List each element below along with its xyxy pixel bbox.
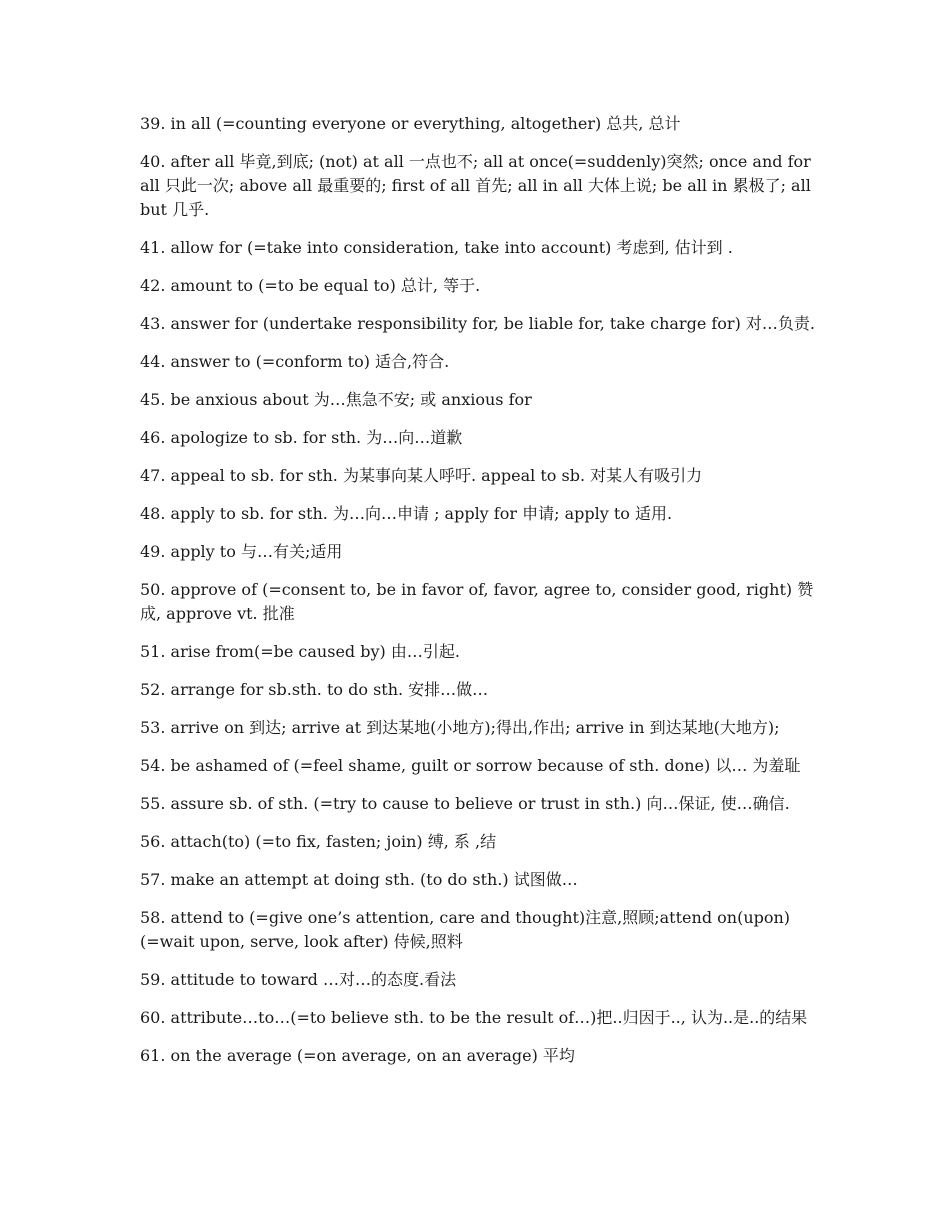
phrase-entry-48: 48. apply to sb. for sth. 为…向…申请 ; apply for 申请; apply to 适用. (140, 504, 673, 523)
phrase-entry-61: 61. on the average (=on average, on an average) 平均 (140, 1046, 575, 1065)
phrase-entry-42: 42. amount to (=to be equal to) 总计, 等于. (140, 276, 481, 295)
phrase-entry-44: 44. answer to (=conform to) 适合,符合. (140, 352, 450, 371)
phrase-entry-47: 47. appeal to sb. for sth. 为某事向某人呼吁. appeal to sb. 对某人有吸引力 (140, 466, 703, 485)
phrase-list (140, 112, 820, 1082)
phrase-entry-49: 49. apply to 与…有关;适用 (140, 542, 343, 561)
phrase-entry-57: 57. make an attempt at doing sth. (to do sth.) 试图做… (140, 870, 578, 889)
phrase-entry-59: 59. attitude to toward …对…的态度.看法 (140, 970, 457, 989)
phrase-entry-41: 41. allow for (=take into consideration, take into account) 考虑到, 估计到 . (140, 238, 733, 257)
phrase-entry-50: 50. approve of (=consent to, be in favor of, favor, agree to, consider good, right) 赞成, approve vt. 批准 (140, 580, 814, 623)
phrase-entry-54: 54. be ashamed of (=feel shame, guilt or sorrow because of sth. done) 以… 为羞耻 (140, 756, 801, 775)
phrase-entry-60: 60. attribute…to…(=to believe sth. to be the result of…)把..归因于.., 认为..是..的结果 (140, 1008, 808, 1027)
phrase-entry-55: 55. assure sb. of sth. (=try to cause to believe or trust in sth.) 向…保证, 使…确信. (140, 794, 790, 813)
phrase-entry-45: 45. be anxious about 为…焦急不安; 或 anxious for (140, 390, 532, 409)
phrase-entry-40: 40. after all 毕竟,到底; (not) at all 一点也不; all at once(=suddenly)突然; once and for all 只此一次; above all 最重要的; first of all 首先; all in all 大体上说; be all in 累极了; all but 几乎. (140, 152, 811, 219)
phrase-entry-39: 39. in all (=counting everyone or everything, altogether) 总共, 总计 (140, 114, 681, 133)
phrase-entry-51: 51. arise from(=be caused by) 由…引起. (140, 642, 460, 661)
phrase-entry-52: 52. arrange for sb.sth. to do sth. 安排…做… (140, 680, 489, 699)
phrase-entry-56: 56. attach(to) (=to fix, fasten; join) 缚, 系 ,结 (140, 832, 497, 851)
phrase-entry-43: 43. answer for (undertake responsibility for, be liable for, take charge for) 对…负责. (140, 314, 815, 333)
phrase-entry-58: 58. attend to (=give one’s attention, care and thought)注意,照顾;attend on(upon)(=wait upon, serve, look after) 侍候,照料 (140, 908, 791, 951)
phrase-entry-53: 53. arrive on 到达; arrive at 到达某地(小地方);得出,作出; arrive in 到达某地(大地方); (140, 718, 780, 737)
phrase-entry-46: 46. apologize to sb. for sth. 为…向…道歉 (140, 428, 463, 447)
